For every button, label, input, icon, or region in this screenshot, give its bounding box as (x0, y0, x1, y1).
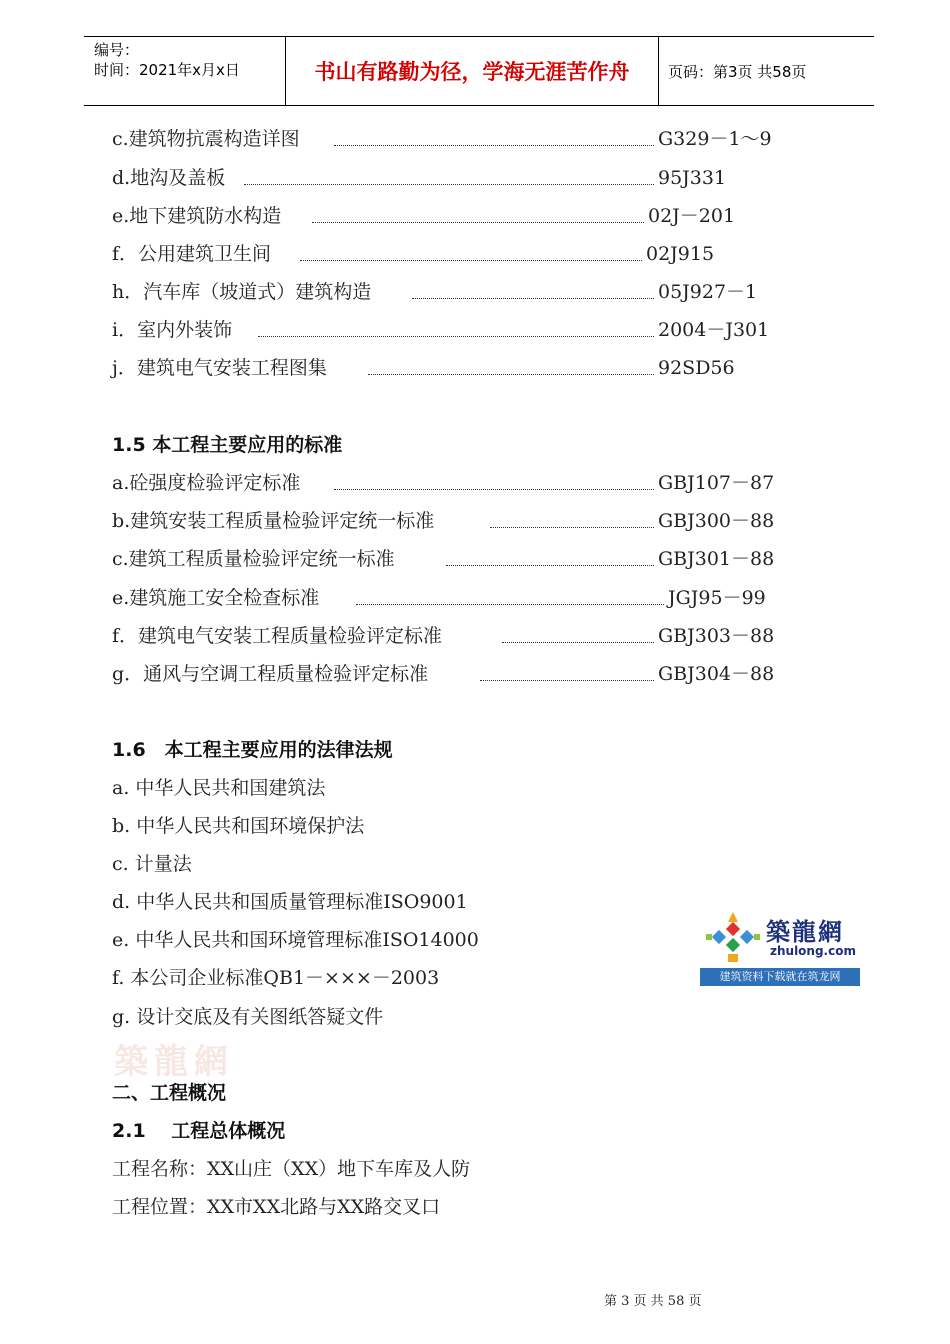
law-item: e. 中华人民共和国环境管理标准ISO14000 (112, 929, 479, 951)
section-2-1-title: 2.1 工程总体概况 (112, 1120, 286, 1142)
standard-item-code: GBJ304－88 (654, 661, 774, 687)
atlas-item (112, 126, 772, 152)
leader-dots (244, 184, 658, 185)
logo-mark-icon (704, 910, 762, 964)
project-location-line: 工程位置：XX市XX北路与XX路交叉口 (112, 1196, 441, 1218)
atlas-item (112, 317, 772, 343)
atlas-item (112, 203, 772, 229)
atlas-item (112, 165, 772, 191)
atlas-item-code: 2004－J301 (654, 317, 769, 343)
standard-item-label: a.砼强度检验评定标准 (112, 472, 301, 494)
header-number-label: 编号： (94, 41, 140, 59)
header-page-info: 页码：第3页 共58页 (668, 63, 807, 81)
atlas-item-code: 05J927－1 (654, 279, 757, 305)
law-item: a. 中华人民共和国建筑法 (112, 777, 326, 799)
law-item: d. 中华人民共和国质量管理标准ISO9001 (112, 891, 468, 913)
law-item: g. 设计交底及有关图纸答疑文件 (112, 1006, 384, 1028)
standard-item-label: f．建筑电气安装工程质量检验评定标准 (112, 625, 443, 647)
section-2-title: 二、工程概况 (112, 1082, 227, 1104)
page-header (84, 36, 874, 106)
standard-item-label: e.建筑施工安全检查标准 (112, 587, 320, 609)
law-item: f. 本公司企业标准QB1－×××－2003 (112, 967, 440, 989)
atlas-item (112, 241, 772, 267)
atlas-item-code: 02J915 (642, 241, 714, 267)
standard-item (112, 661, 775, 687)
logo-name: 築龍網 (766, 918, 844, 946)
law-item: c. 计量法 (112, 853, 192, 875)
project-name-line: 工程名称：XX山庄（XX）地下车库及人防 (112, 1158, 471, 1180)
leader-dots (490, 527, 658, 528)
leader-dots (480, 680, 658, 681)
leader-dots (312, 222, 648, 223)
leader-dots (356, 604, 666, 605)
atlas-item (112, 279, 772, 305)
standard-item-code: GBJ301－88 (654, 546, 774, 572)
leader-dots (368, 374, 658, 375)
atlas-item-label: f．公用建筑卫生间 (112, 243, 272, 265)
watermark: 築龍網 (114, 1042, 234, 1082)
section-1-6-title: 1.6 本工程主要应用的法律法规 (112, 739, 393, 761)
standard-item-label: b.建筑安装工程质量检验评定统一标准 (112, 510, 435, 532)
header-left-cell (84, 37, 284, 105)
leader-dots (334, 489, 658, 490)
leader-dots (300, 260, 646, 261)
standard-item-code: GBJ303－88 (654, 623, 774, 649)
leader-dots (502, 642, 658, 643)
logo-tagline: 建筑资料下载就在筑龙网 (700, 968, 860, 986)
law-item: b. 中华人民共和国环境保护法 (112, 815, 365, 837)
atlas-item-label: e.地下建筑防水构造 (112, 205, 282, 227)
atlas-item-label: j．建筑电气安装工程图集 (112, 357, 327, 379)
header-motto: 书山有路勤为径，学海无涯苦作舟 (285, 37, 659, 105)
atlas-item-code: 02J－201 (644, 203, 735, 229)
atlas-item-code: G329－1～9 (654, 126, 772, 152)
atlas-item-code: 95J331 (654, 165, 726, 191)
atlas-item-label: i．室内外装饰 (112, 319, 233, 341)
atlas-item-code: 92SD56 (654, 355, 735, 381)
leader-dots (258, 336, 658, 337)
standard-item (112, 623, 775, 649)
standard-item-code: GBJ107－87 (654, 470, 774, 496)
header-time-label: 时间：2021年x月x日 (94, 61, 240, 79)
standard-item (112, 470, 775, 496)
standard-item (112, 508, 775, 534)
leader-dots (446, 565, 658, 566)
standard-item-code: GBJ300－88 (654, 508, 774, 534)
zhulong-logo (700, 906, 860, 986)
standard-item-label: c.建筑工程质量检验评定统一标准 (112, 548, 395, 570)
atlas-item (112, 355, 772, 381)
standard-item-label: g．通风与空调工程质量检验评定标准 (112, 663, 429, 685)
standard-item (112, 546, 775, 572)
atlas-item-label: h．汽车库（坡道式）建筑构造 (112, 281, 372, 303)
standard-item (112, 585, 772, 611)
standard-item-code: JGJ95－99 (664, 585, 766, 611)
section-1-5-title: 1.5 本工程主要应用的标准 (112, 434, 343, 456)
logo-url: zhulong.com (770, 944, 856, 958)
atlas-item-label: d.地沟及盖板 (112, 167, 226, 189)
leader-dots (334, 145, 658, 146)
page-footer: 第 3 页 共 58 页 (604, 1294, 702, 1309)
leader-dots (412, 298, 658, 299)
atlas-item-label: c.建筑物抗震构造详图 (112, 128, 300, 150)
